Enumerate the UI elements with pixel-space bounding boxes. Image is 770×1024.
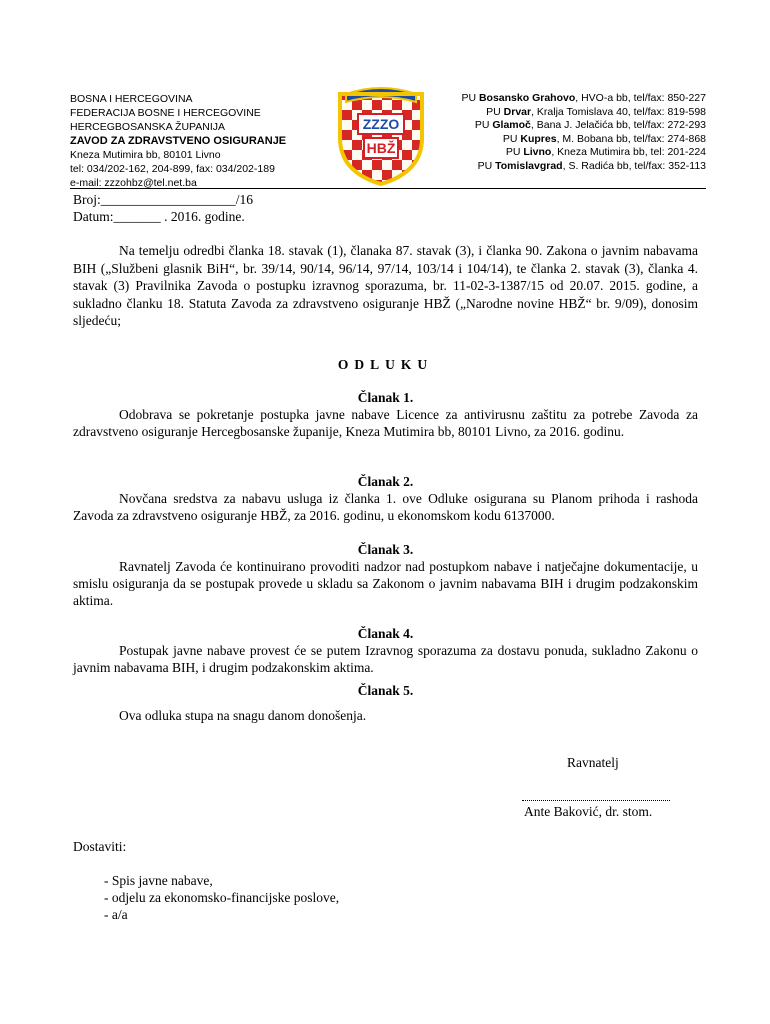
branch-office: PU Kupres, M. Bobana bb, tel/fax: 274-868 (502, 132, 706, 145)
signature-line (522, 800, 670, 801)
branch-office: PU Glamoč, Bana J. Jelačića bb, tel/fax: 272-293 (474, 119, 706, 131)
institution-address: Kneza Mutimira bb, 80101 Livno (70, 149, 221, 161)
article-heading: Članak 5. (357, 683, 414, 698)
institution-email: e-mail: zzzohbz@tel.net.ba (70, 177, 197, 189)
institution-header (70, 92, 340, 190)
logo-bottom-text: HBŽ (366, 140, 396, 156)
article-heading: Članak 4. (357, 626, 414, 641)
document-number: Broj:____________________/16 (73, 192, 254, 207)
decision-title: ODLUKU (337, 357, 434, 372)
country-line: BOSNA I HERCEGOVINA (70, 93, 193, 105)
list-item: - odjelu za ekonomsko-financijske poslove, (104, 890, 340, 905)
signatory-name: Ante Baković, dr. stom. (524, 804, 653, 819)
article-text: Postupak javne nabave provest će se putem Izravnog sporazuma za dostavu ponuda, sukladno Zakonu o javnim nabavama BIH, i drugim podzakonskim aktima. (73, 643, 698, 675)
article-heading: Članak 1. (357, 390, 414, 405)
list-item: - Spis javne nabave, (104, 873, 213, 888)
article-heading: Članak 2. (357, 474, 414, 489)
branch-offices-list (406, 92, 706, 173)
article-text: Ravnatelj Zavoda će kontinuirano provoditi nadzor nad postupkom nabave i natječajne dokumentacije, u smislu osiguranja da se postupak provede u skladu sa Zakonom o javnim nabavama BIH i drugim podzakonskim aktima. (73, 559, 698, 608)
branch-office: PU Tomislavgrad, S. Radića bb, tel/fax: 352-113 (477, 159, 706, 172)
institution-phone: tel: 034/202-162, 204-899, fax: 034/202-189 (70, 163, 275, 175)
branch-office: PU Livno, Kneza Mutimira bb, tel: 201-224 (505, 146, 706, 158)
delivery-list (104, 872, 504, 923)
logo-top-text: ZZZO (362, 116, 400, 132)
article-text: Odobrava se pokretanje postupka javne nabave Licence za antivirusnu zaštitu za potrebe Zavoda za zdravstveno osiguranje Hercegbosanske županije, Kneza Mutimira bb, 80101 Livno, za 2016. godinu. (73, 407, 698, 439)
document-reference (73, 191, 698, 225)
list-item: - a/a (104, 907, 128, 922)
branch-office: PU Drvar, Kralja Tomislava 40, tel/fax: 819-598 (486, 105, 706, 118)
delivery-label: Dostaviti: (73, 839, 127, 854)
federation-line: FEDERACIJA BOSNE I HERCEGOVINE (70, 107, 261, 119)
institution-name: ZAVOD ZA ZDRAVSTVENO OSIGURANJE (70, 135, 287, 147)
document-date: Datum:_______ . 2016. godine. (73, 209, 245, 224)
county-line: HERCEGBOSANSKA ŽUPANIJA (70, 121, 226, 133)
signatory-role: Ravnatelj (567, 755, 619, 770)
article-text: Ova odluka stupa na snagu danom donošenja. (119, 708, 367, 723)
header-divider (70, 188, 706, 189)
legal-basis-paragraph: Na temelju odredbi članka 18. stavak (1), članaka 87. stavak (3), i članka 90. Zakona o javnim nabavama BIH („Službeni glasnik BiH“, br. 39/14, 90/14, 96/14, 97/14, 103/14 i 104/14), te članka 2. stavak (3), članka 4. stavak (3) Pravilnika Zavoda o postupku izravnog sporazuma, br. 11-02-3-1387/15 od 20.07. 2015. godine, a sukladno članku 18. Statuta Zavoda za zdravstveno osiguranje HBŽ („Narodne novine HBŽ“ br. 9/09), donosim sljedeću; (73, 243, 698, 328)
article-text: Novčana sredstva za nabavu usluga iz članka 1. ove Odluke osigurana su Planom prihoda i rashoda Zavoda za zdravstveno osiguranje HBŽ, za 2016. godinu, u ekonomskom kodu 6137000. (73, 491, 698, 523)
branch-office: PU Bosansko Grahovo, HVO-a bb, tel/fax: 850-227 (461, 92, 706, 104)
article-heading: Članak 3. (357, 542, 414, 557)
